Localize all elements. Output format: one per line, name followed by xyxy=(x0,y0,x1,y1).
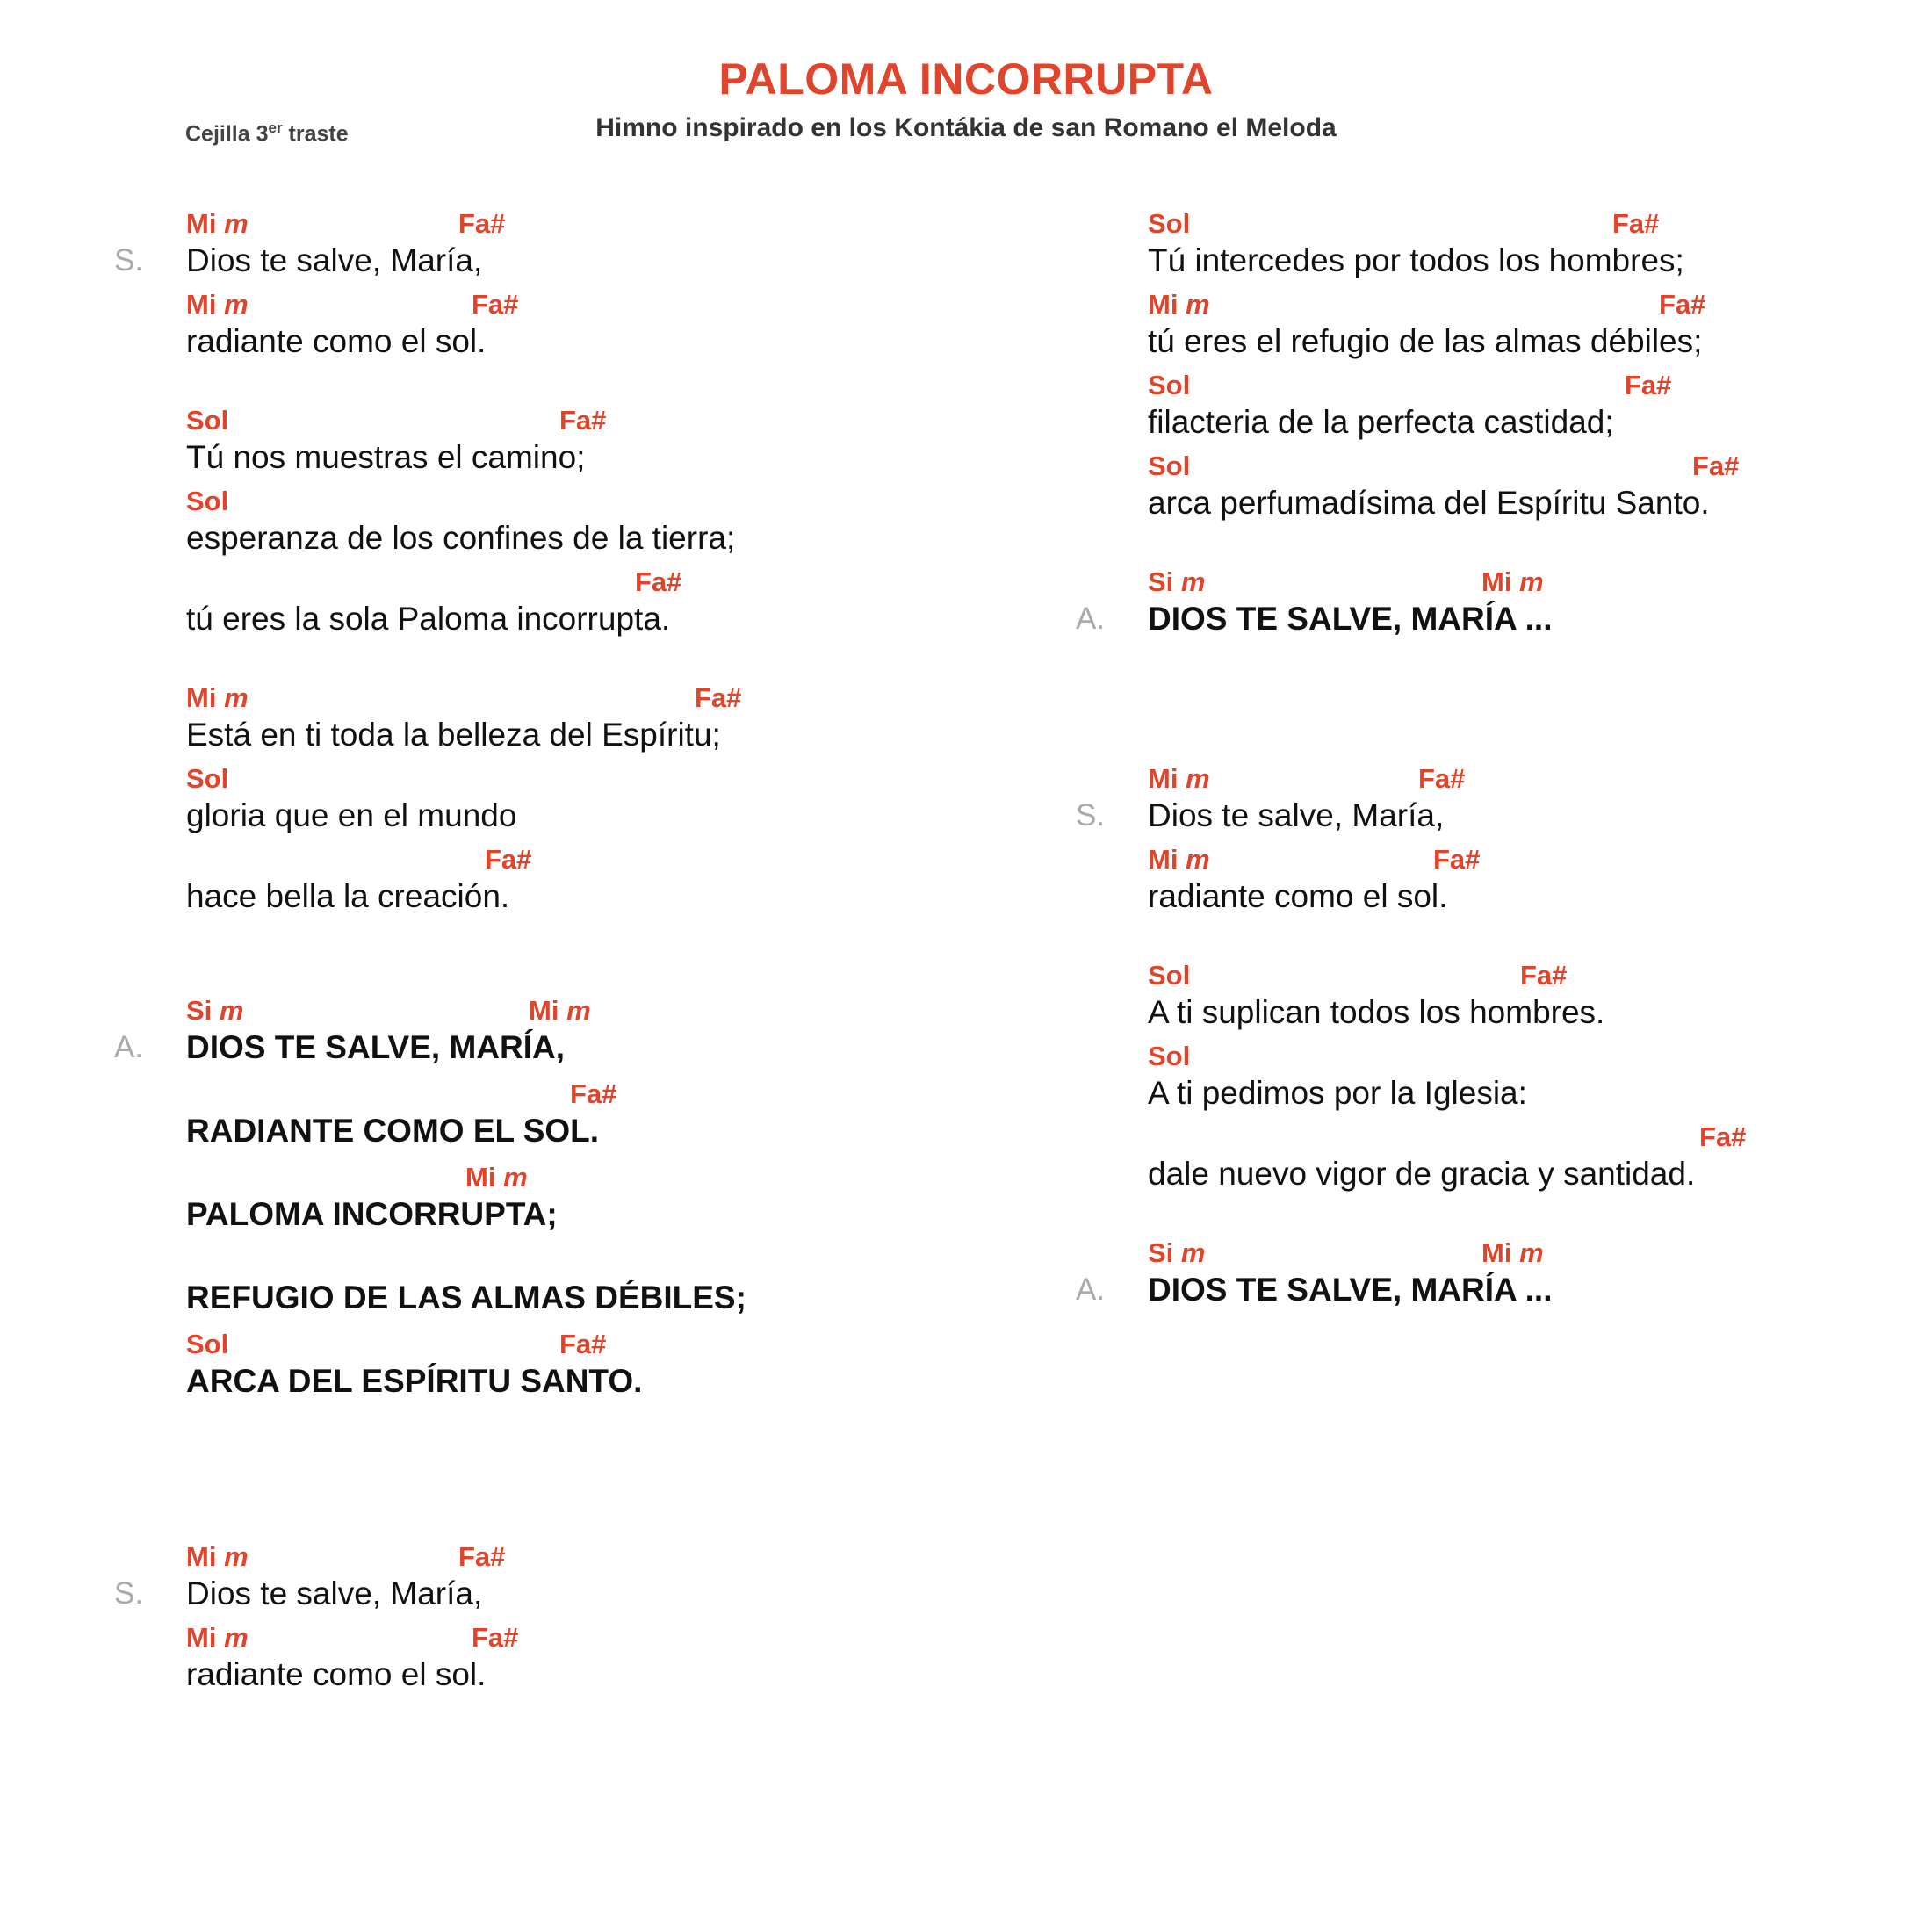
song-section xyxy=(1076,757,1710,919)
chord-label: Fa# xyxy=(485,844,532,875)
lyric-text: A ti pedimos por la Iglesia: xyxy=(1148,1075,1527,1111)
chord-label: Mi m xyxy=(186,208,249,239)
song-section xyxy=(114,989,746,1403)
chord-label: Mi m xyxy=(186,1622,249,1653)
lyric-line xyxy=(186,1616,746,1697)
lyric-line xyxy=(186,1239,746,1320)
lyric-text: radiante como el sol. xyxy=(186,323,487,359)
lyric-text: Tú nos muestras el camino; xyxy=(186,439,586,475)
chord-label: Mi m xyxy=(1148,289,1210,320)
chord-label: Fa# xyxy=(559,405,607,436)
chord-row xyxy=(1148,560,1710,597)
lyric-text: ARCA DEL ESPÍRITU SANTO. xyxy=(186,1363,643,1399)
chord-row xyxy=(186,202,746,239)
lyric-line xyxy=(186,399,746,479)
lyric-line xyxy=(186,479,746,560)
lyric-text: dale nuevo vigor de gracia y santidad. xyxy=(1148,1156,1696,1192)
lyric-line xyxy=(186,1535,746,1616)
lyric-line xyxy=(1148,444,1740,525)
chord-row xyxy=(186,1323,746,1359)
chord-row xyxy=(1148,202,1710,239)
chord-row xyxy=(186,1156,746,1193)
song-subtitle: Himno inspirado en los Kontákia de san Romano el Meloda xyxy=(595,113,1337,142)
chord-label: Sol xyxy=(1148,451,1191,481)
capo-prefix: Cejilla 3 xyxy=(185,121,269,147)
lyric-line xyxy=(1148,954,1710,1034)
lyric-text: radiante como el sol. xyxy=(186,1656,487,1692)
lyric-text: arca perfumadísima del Espíritu Santo. xyxy=(1148,485,1710,521)
song-section xyxy=(1076,1231,1710,1312)
lyric-line xyxy=(186,202,746,283)
lyric-text: PALOMA INCORRUPTA; xyxy=(186,1196,558,1232)
chord-label: Si m xyxy=(1148,566,1206,597)
lyric-line xyxy=(1148,1231,1710,1312)
lyric-text: esperanza de los confines de la tierra; xyxy=(186,520,736,556)
chord-row xyxy=(186,1072,746,1109)
chord-label: Sol xyxy=(186,1329,229,1359)
section-marker: A. xyxy=(114,1030,144,1064)
chord-label: Fa# xyxy=(458,208,506,239)
song-section xyxy=(114,676,746,919)
lyric-text: tú eres la sola Paloma incorrupta. xyxy=(186,601,671,637)
chord-label: Si m xyxy=(186,995,244,1026)
capo-superscript: er xyxy=(268,119,283,136)
lyric-line xyxy=(186,1156,746,1236)
chord-row xyxy=(1148,954,1710,991)
chord-label: Sol xyxy=(186,486,229,516)
song-title: PALOMA INCORRUPTA xyxy=(718,54,1214,104)
chord-label: Sol xyxy=(186,405,229,436)
lyric-line xyxy=(1148,1034,1710,1115)
chord-label: Sol xyxy=(1148,208,1191,239)
lyric-line xyxy=(186,676,746,757)
lyric-line xyxy=(186,560,746,641)
chord-row xyxy=(186,757,746,794)
chord-label: Mi m xyxy=(1148,844,1210,875)
chord-row xyxy=(186,1535,746,1572)
section-marker: A. xyxy=(1076,602,1106,636)
chord-row xyxy=(186,838,746,875)
chord-row xyxy=(1148,444,1740,481)
lyric-text: Dios te salve, María, xyxy=(186,242,483,278)
lyric-text: DIOS TE SALVE, MARÍA ... xyxy=(1148,601,1553,637)
chord-label: Fa# xyxy=(570,1078,617,1109)
chord-label: Fa# xyxy=(1699,1121,1747,1152)
chord-row xyxy=(186,989,746,1026)
chord-row xyxy=(1148,1115,1747,1152)
song-section xyxy=(114,1535,746,1697)
chord-label: Mi m xyxy=(186,682,249,713)
left-column xyxy=(114,202,746,1697)
chord-label: Mi m xyxy=(529,995,591,1026)
lyric-text: tú eres el refugio de las almas débiles; xyxy=(1148,323,1703,359)
chord-label: Fa# xyxy=(472,1622,519,1653)
chord-label: Fa# xyxy=(635,566,682,597)
chord-label: Mi m xyxy=(186,289,249,320)
chord-label: Sol xyxy=(1148,1041,1191,1071)
lyric-line xyxy=(186,1072,746,1153)
lyric-line xyxy=(1148,283,1710,364)
chord-label: Fa# xyxy=(1692,451,1740,481)
chord-row xyxy=(186,1239,746,1276)
lyric-text: RADIANTE COMO EL SOL. xyxy=(186,1113,600,1149)
right-column xyxy=(1076,202,1747,1315)
chord-label: Sol xyxy=(1148,370,1191,400)
chord-label: Fa# xyxy=(1612,208,1660,239)
chord-label: Fa# xyxy=(1433,844,1481,875)
lyric-line xyxy=(1148,202,1710,283)
chord-label: Mi m xyxy=(1148,763,1210,794)
song-section xyxy=(1076,202,1740,525)
song-section xyxy=(114,202,746,364)
chord-label: Mi m xyxy=(1481,566,1544,597)
chord-label: Fa# xyxy=(1625,370,1672,400)
chord-row xyxy=(186,560,746,597)
chord-row xyxy=(1148,283,1710,320)
lyric-line xyxy=(186,757,746,838)
song-section xyxy=(1076,954,1747,1196)
chord-label: Mi m xyxy=(186,1541,249,1572)
lyric-line xyxy=(186,989,746,1070)
lyric-text: A ti suplican todos los hombres. xyxy=(1148,994,1605,1030)
chord-label: Sol xyxy=(186,763,229,794)
lyric-text: hace bella la creación. xyxy=(186,878,510,914)
chord-row xyxy=(1148,1034,1710,1071)
lyric-text: Dios te salve, María, xyxy=(1148,797,1445,833)
lyric-text: DIOS TE SALVE, MARÍA ... xyxy=(1148,1272,1553,1308)
chord-row xyxy=(186,676,746,713)
chord-label: Fa# xyxy=(559,1329,607,1359)
lyric-line xyxy=(1148,364,1710,444)
chord-label: Fa# xyxy=(1520,960,1568,991)
lyric-text: radiante como el sol. xyxy=(1148,878,1448,914)
lyric-text: REFUGIO DE LAS ALMAS DÉBILES; xyxy=(186,1280,746,1316)
song-section xyxy=(1076,560,1710,641)
chord-row xyxy=(1148,757,1710,794)
chord-row xyxy=(1148,364,1710,400)
chord-label: Fa# xyxy=(458,1541,506,1572)
lyric-text: Dios te salve, María, xyxy=(186,1575,483,1611)
capo-suffix: traste xyxy=(282,121,349,147)
lyric-line xyxy=(1148,1115,1747,1196)
song-section xyxy=(114,399,746,641)
lyric-text: Está en ti toda la belleza del Espíritu; xyxy=(186,717,721,753)
lyric-line xyxy=(186,283,746,364)
section-marker: A. xyxy=(1076,1272,1106,1307)
chord-label: Si m xyxy=(1148,1237,1206,1268)
lyric-text: Tú intercedes por todos los hombres; xyxy=(1148,242,1684,278)
chord-row xyxy=(186,1616,746,1653)
chord-row xyxy=(1148,838,1710,875)
chord-label: Fa# xyxy=(1418,763,1466,794)
lyric-text: gloria que en el mundo xyxy=(186,797,517,833)
section-marker: S. xyxy=(114,243,144,278)
lyric-line xyxy=(186,838,746,919)
lyric-line xyxy=(1148,757,1710,838)
chord-row xyxy=(186,479,746,516)
chord-row xyxy=(186,399,746,436)
lyric-line xyxy=(1148,838,1710,919)
chord-row xyxy=(186,283,746,320)
chord-label: Mi m xyxy=(465,1162,528,1193)
chord-label: Sol xyxy=(1148,960,1191,991)
lyric-line xyxy=(186,1323,746,1403)
chord-row xyxy=(1148,1231,1710,1268)
section-marker: S. xyxy=(1076,798,1106,833)
lyric-line xyxy=(1148,560,1710,641)
chord-label: Mi m xyxy=(1481,1237,1544,1268)
section-marker: S. xyxy=(114,1576,144,1611)
lyric-text: DIOS TE SALVE, MARÍA, xyxy=(186,1029,566,1065)
chord-label: Fa# xyxy=(695,682,742,713)
lyric-text: filacteria de la perfecta castidad; xyxy=(1148,404,1614,440)
chord-label: Fa# xyxy=(472,289,519,320)
chord-label: Fa# xyxy=(1659,289,1706,320)
